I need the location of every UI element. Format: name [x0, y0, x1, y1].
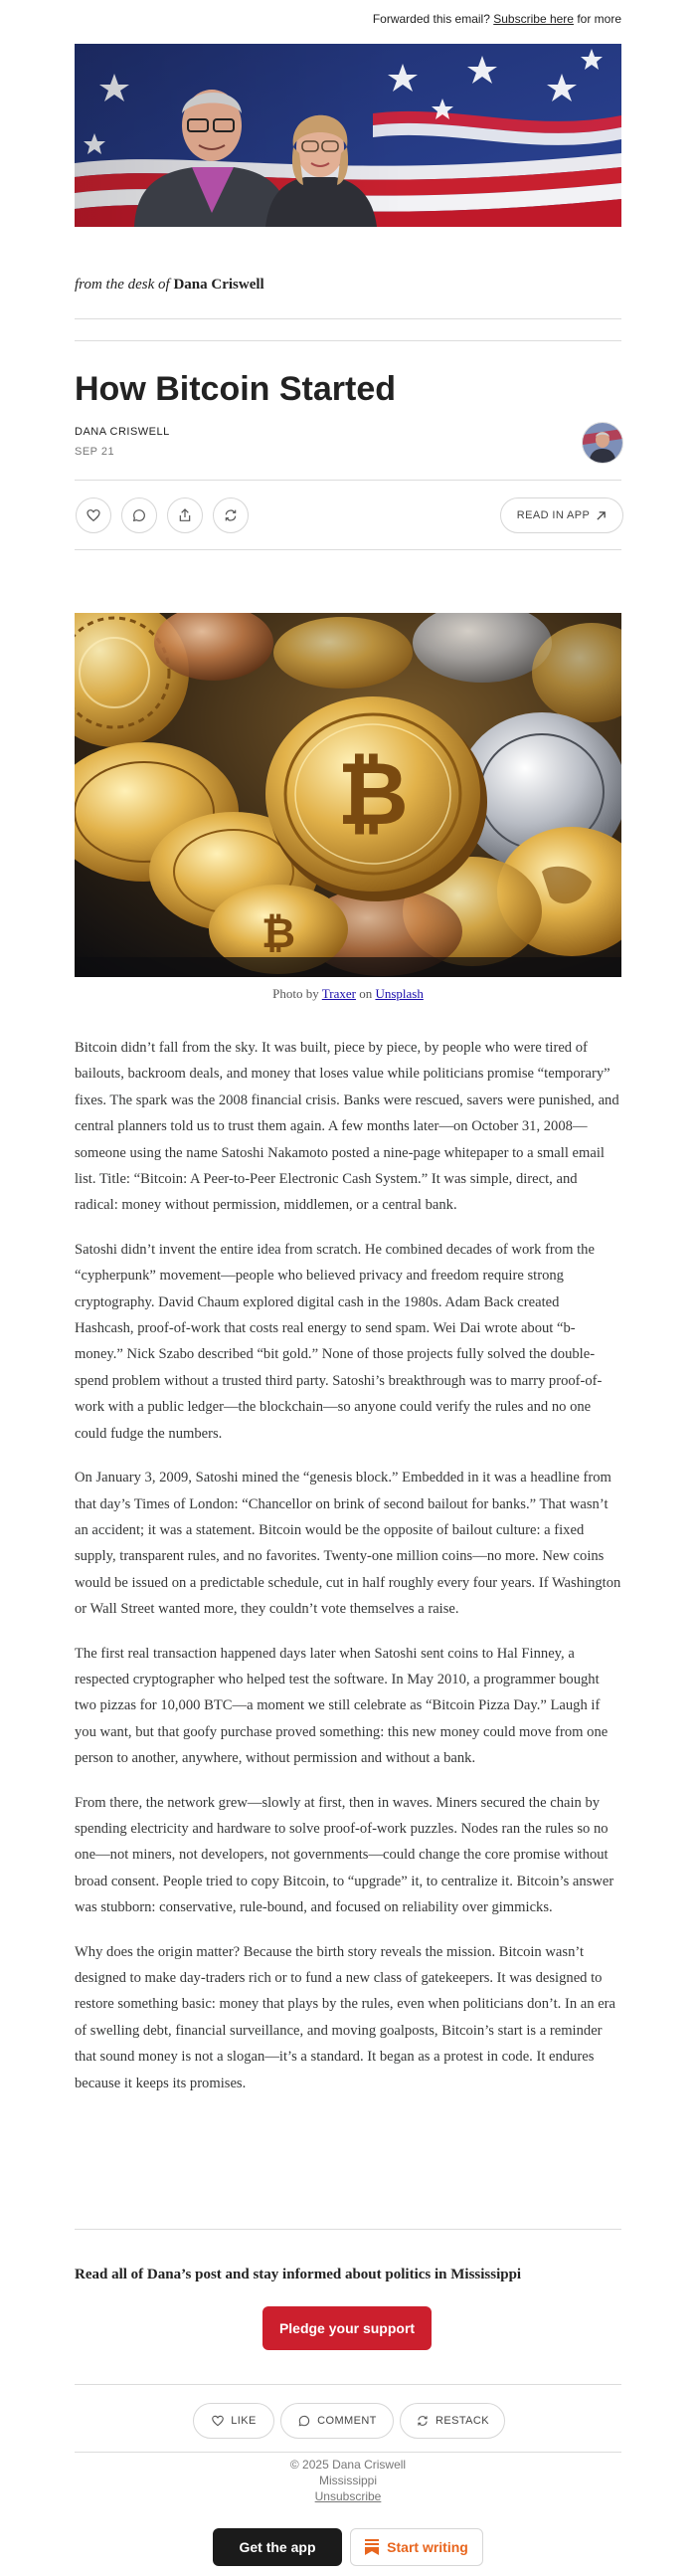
restack-pill-button[interactable] [400, 2403, 505, 2439]
heart-icon [86, 507, 101, 523]
unsplash-link[interactable]: Unsplash [375, 986, 424, 1001]
masthead-name[interactable]: Dana Criswell [173, 277, 264, 293]
subscribe-link[interactable]: Subscribe here [493, 12, 574, 26]
comment-icon [131, 507, 147, 523]
divider [75, 2229, 621, 2230]
cta-text: Read all of Dana’s post and stay informed about politics in Mississippi [75, 2267, 522, 2282]
divider [75, 340, 621, 341]
author-avatar[interactable] [582, 422, 623, 464]
body-paragraph: Bitcoin didn’t fall from the sky. It was built, piece by piece, by people who were tired of bailouts, backroom deals, and money that loses value while politicians promise “temporary” fixes. The spark was the 2008 financial crisis. Banks were rescued, savers were punished, and central planners told us to trust them again. A few months later—on October 31, 2008—someone using the name Satoshi Nakamoto posted a nine-page whitepaper to a small email list. Title: “Bitcoin: A Peer-to-Peer Electronic Cash System.” It was simple, direct, and radical: money without permission, middlemen, or a central bank. [75, 1040, 619, 1214]
comment-button[interactable] [121, 497, 157, 533]
restack-icon [416, 2414, 430, 2428]
footer-copyright: © 2025 Dana Criswell [289, 2458, 407, 2472]
start-writing-button[interactable] [350, 2528, 483, 2566]
substack-logo-icon [365, 2539, 379, 2555]
divider [75, 549, 621, 550]
header-image [75, 44, 621, 227]
divider [75, 318, 621, 319]
share-icon [177, 507, 193, 523]
footer-location: Mississippi [318, 2474, 377, 2487]
bitcoin-coins-photo [75, 613, 621, 977]
body-paragraph: The first real transaction happened days later when Satoshi sent coins to Hal Finney, a respected cryptographer who helped test the software. In May 2010, a programmer bought two pizzas for 10,000 BTC—a moment we still celebrate as “Bitcoin Pizza Day.” Laugh if you want, but that goofy purchase proved something: this new money could move from one person to another, anywhere, without permission and without a bank. [75, 1645, 609, 1767]
divider [75, 2384, 621, 2385]
read-in-app-button[interactable] [500, 497, 623, 533]
post-date: SEP 21 [75, 446, 115, 458]
forward-notice-suffix: for more [577, 12, 621, 26]
start-writing-label: Start writing [387, 2539, 468, 2555]
body-paragraph: Satoshi didn’t invent the entire idea from scratch. He combined decades of work from the “cypherpunk” movement—people who believed privacy and freedom require strong cryptography. David Chaum explored digital cash in the 1980s. Adam Back created Hashcash, proof-of-work that costs real energy to send spam. Wei Dai wrote about “b-money.” Nick Szabo described “bit gold.” None of those projects fully solved the double-spend problem without a trusted third party. Satoshi’s breakthrough was to marry proof-of-work with a public ledger—the blockchain—so anyone could verify the rules and no one could fudge the numbers. [75, 1241, 603, 1442]
heart-icon [211, 2414, 225, 2428]
forward-notice-text: Forwarded this email? [372, 12, 490, 26]
like-pill-button[interactable] [193, 2403, 274, 2439]
divider [75, 480, 621, 481]
unsubscribe-link[interactable]: Unsubscribe [314, 2489, 382, 2503]
avatar-image [583, 423, 622, 463]
photographer-link[interactable]: Traxer [321, 986, 356, 1001]
restack-label: RESTACK [435, 2415, 489, 2427]
get-app-button[interactable]: Get the app [213, 2528, 342, 2566]
pledge-button[interactable]: Pledge your support [262, 2306, 432, 2350]
like-button[interactable] [76, 497, 111, 533]
comment-icon [297, 2414, 311, 2428]
body-paragraph: On January 3, 2009, Satoshi mined the “genesis block.” Embedded in it was a headline from that day’s Times of London: “Chancellor on brink of second bailout for banks.” That wasn’t an accident; it was a statement. Bitcoin would be the opposite of bailout culture: a fixed supply, transparent rules, and no favorites. Twenty-one million coins—no more. New coins would be issued on a predictable schedule, cut in half roughly every four years. If Washington or Wall Street wanted more, they couldn’t vote themselves a raise. [75, 1470, 621, 1618]
bitcoin-coins-illustration [75, 613, 621, 977]
restack-button[interactable] [213, 497, 249, 533]
flag-couple-illustration [75, 44, 621, 227]
comment-label: COMMENT [317, 2415, 377, 2427]
like-label: LIKE [231, 2415, 257, 2427]
divider [75, 2452, 621, 2453]
caption-prefix: Photo by [272, 986, 319, 1001]
forward-notice [373, 12, 621, 26]
read-in-app-label: READ IN APP [516, 509, 591, 521]
restack-icon [223, 507, 239, 523]
post-author[interactable]: DANA CRISWELL [75, 426, 170, 438]
comment-pill-button[interactable] [280, 2403, 394, 2439]
post-title[interactable]: How Bitcoin Started [75, 370, 397, 408]
masthead [75, 277, 264, 294]
arrow-up-right-icon [596, 510, 607, 521]
body-paragraph: Why does the origin matter? Because the birth story reveals the mission. Bitcoin wasn’t designed to make day-traders rich or to fund a new class of gatekeepers. It was designed to restore something basic: money that plays by the rules, even when politicians don’t. In an era of swelling debt, financial surveillance, and moving goalposts, Bitcoin’s start is a reminder that sound money is not a slogan—it’s a standard. It began as a protest in code. It endures because it keeps its promises. [75, 1943, 616, 2091]
post-body [75, 1035, 621, 2114]
body-paragraph: From there, the network grew—slowly at first, then in waves. Miners secured the chain by spending electricity and hardware to solve proof-of-work puzzles. Nodes ran the rules so no one—not miners, not developers, not governments—could change the core promise without broad consent. People tried to copy Bitcoin, to “upgrade” it, to centralize it. Bitcoin’s answer was stubborn: conservative, rule-bound, and focused on reliability over gimmicks. [75, 1794, 614, 1916]
svg-text:₿: ₿ [337, 742, 409, 845]
photo-caption [0, 986, 696, 1002]
svg-text:₿: ₿ [261, 908, 296, 957]
share-button[interactable] [167, 497, 203, 533]
masthead-prefix: from the desk of [75, 277, 170, 293]
caption-on: on [359, 986, 373, 1001]
